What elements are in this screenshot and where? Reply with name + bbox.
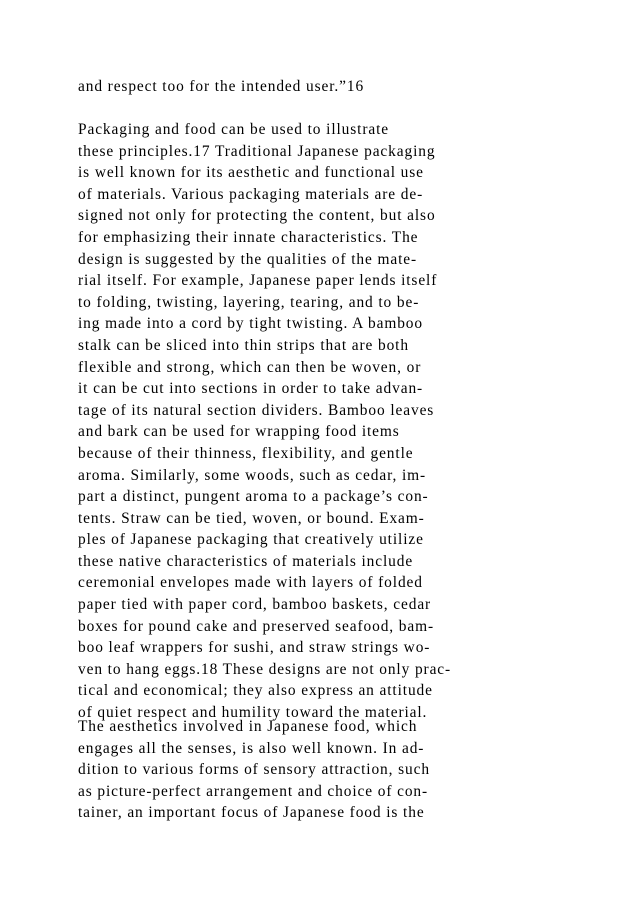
text-line: because of their thinness, flexibility, and gentle — [78, 444, 414, 462]
text-line: it can be cut into sections in order to take advan- — [78, 380, 424, 398]
text-line: design is suggested by the qualities of the mate- — [78, 250, 418, 268]
text-line: Packaging and food can be used to illustrate — [78, 121, 389, 138]
text-line: engages all the senses, is also well known. In ad- — [78, 739, 425, 757]
paragraph-2 — [78, 119, 598, 724]
text-line: and respect too for the intended user.”16 — [78, 78, 365, 95]
text-line: signed not only for protecting the content, but also — [78, 207, 436, 225]
text-line: ven to hang eggs.18 These designs are not only prac- — [78, 660, 452, 678]
text-line: boo leaf wrappers for sushi, and straw strings wo- — [78, 639, 431, 657]
text-line: ceremonial envelopes made with layers of folded — [78, 574, 423, 592]
text-line: tents. Straw can be tied, woven, or bound. Exam- — [78, 509, 425, 527]
text-line: of materials. Various packaging materials are de- — [78, 185, 424, 203]
paragraph-1 — [78, 76, 598, 98]
paragraph-3 — [78, 716, 598, 824]
text-line: these principles.17 Traditional Japanese packaging — [78, 142, 436, 160]
text-line: boxes for pound cake and preserved seafood, bam- — [78, 617, 435, 635]
text-line: rial itself. For example, Japanese paper lends itself — [78, 272, 438, 290]
text-line: ples of Japanese packaging that creatively utilize — [78, 531, 424, 549]
text-line: to folding, twisting, layering, tearing, and to be- — [78, 293, 420, 311]
text-line: and bark can be used for wrapping food items — [78, 423, 400, 441]
text-line: tainer, an important focus of Japanese food is the — [78, 804, 425, 822]
text-line: flexible and strong, which can then be woven, or — [78, 358, 422, 376]
text-line: ing made into a cord by tight twisting. A bamboo — [78, 315, 423, 333]
text-line: paper tied with paper cord, bamboo baskets, cedar — [78, 596, 432, 614]
text-line: as picture-perfect arrangement and choice of con- — [78, 782, 429, 800]
text-line: is well known for its aesthetic and functional use — [78, 164, 424, 182]
text-line: aroma. Similarly, some woods, such as cedar, im- — [78, 466, 427, 484]
text-line: tical and economical; they also express an attitude — [78, 682, 433, 700]
text-line: tage of its natural section dividers. Bamboo leaves — [78, 401, 435, 419]
text-line: dition to various forms of sensory attraction, such — [78, 761, 430, 779]
text-line: for emphasizing their innate characteristics. The — [78, 228, 419, 246]
text-line: The aesthetics involved in Japanese food, which — [78, 718, 418, 735]
text-line: these native characteristics of materials include — [78, 552, 414, 570]
text-line: part a distinct, pungent aroma to a package’s con- — [78, 488, 429, 506]
text-line: stalk can be sliced into thin strips that are both — [78, 336, 409, 354]
text-line: of quiet respect and humility toward the material. — [78, 704, 428, 722]
